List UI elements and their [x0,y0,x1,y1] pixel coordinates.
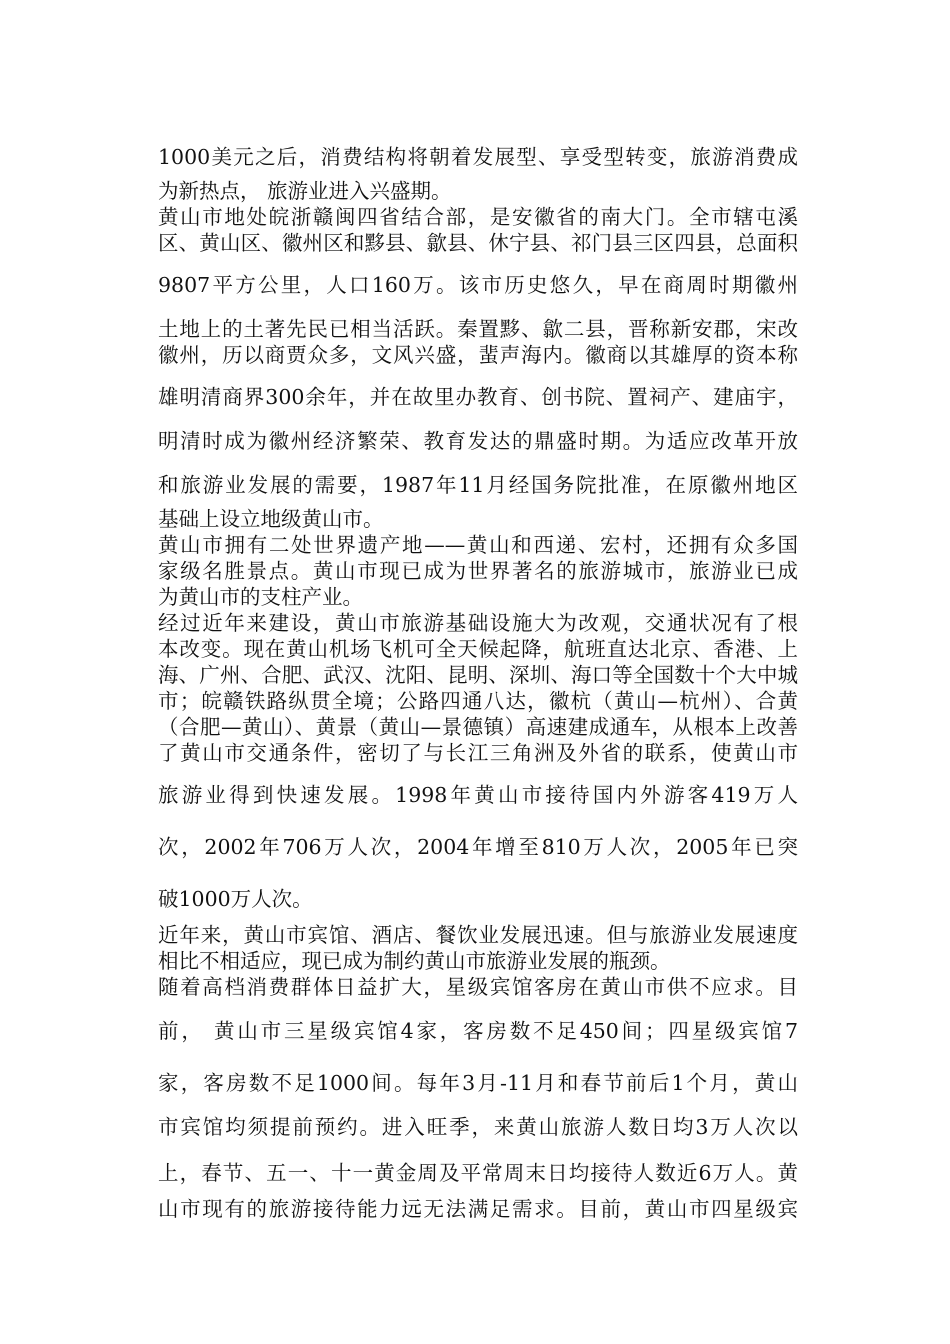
text-line: 区、黄山区、徽州区和黟县、歙县、休宁县、祁门县三区四县，总面积 [158,231,798,255]
text-line: 本改变。现在黄山机场飞机可全天候起降，航班直达北京、香港、上 [158,637,798,661]
text-line: 近年来，黄山市宾馆、酒店、餐饮业发展迅速。但与旅游业发展速度 [158,923,798,947]
text-line: 1000美元之后，消费结构将朝着发展型、享受型转变，旅游消费成 [158,145,798,169]
text-line: 市；皖赣铁路纵贯全境；公路四通八达，徽杭（黄山—杭州）、合黄 [158,689,798,713]
text-line: 山市现有的旅游接待能力远无法满足需求。目前，黄山市四星级宾 [158,1197,798,1221]
text-line: 次，2002年706万人次，2004年增至810万人次，2005年已突 [158,835,798,859]
text-line: 为新热点， 旅游业进入兴盛期。 [158,179,452,203]
text-line: 家级名胜景点。黄山市现已成为世界著名的旅游城市，旅游业已成 [158,559,798,583]
text-line: 明清时成为徽州经济繁荣、教育发达的鼎盛时期。为适应改革开放 [158,429,798,453]
text-line: 了黄山市交通条件，密切了与长江三角洲及外省的联系，使黄山市 [158,741,798,765]
text-line: 破1000万人次。 [158,887,313,911]
text-line: 旅游业得到快速发展。1998年黄山市接待国内外游客419万人 [158,783,798,807]
text-line: 土地上的土著先民已相当活跃。秦置黟、歙二县，晋称新安郡，宋改 [158,317,798,341]
text-line: 海、广州、合肥、武汉、沈阳、昆明、深圳、海口等全国数十个大中城 [158,663,798,687]
text-line: 上，春节、五一、十一黄金周及平常周末日均接待人数近6万人。黄 [158,1161,798,1185]
text-line: 雄明清商界300余年，并在故里办教育、创书院、置祠产、建庙宇， [158,385,798,409]
text-line: 随着高档消费群体日益扩大，星级宾馆客房在黄山市供不应求。目 [158,975,798,999]
text-line: 徽州，历以商贾众多，文风兴盛，蜚声海内。徽商以其雄厚的资本称 [158,343,798,367]
text-line: 基础上设立地级黄山市。 [158,507,384,531]
text-line: 和旅游业发展的需要，1987年11月经国务院批准，在原徽州地区 [158,473,798,497]
text-line: 家，客房数不足1000间。每年3月-11月和春节前后1个月，黄山 [158,1071,798,1095]
text-line: （合肥—黄山）、黄景（黄山—景德镇）高速建成通车，从根本上改善 [158,715,798,739]
text-line: 为黄山市的支柱产业。 [158,585,363,609]
text-line: 市宾馆均须提前预约。进入旺季，来黄山旅游人数日均3万人次以 [158,1115,798,1139]
text-line: 经过近年来建设，黄山市旅游基础设施大为改观，交通状况有了根 [158,611,798,635]
text-line: 9807平方公里，人口160万。该市历史悠久，早在商周时期徽州 [158,273,798,297]
text-line: 黄山市拥有二处世界遗产地——黄山和西递、宏村，还拥有众多国 [158,533,798,557]
text-line: 相比不相适应，现已成为制约黄山市旅游业发展的瓶颈。 [158,949,671,973]
text-line: 黄山市地处皖浙赣闽四省结合部，是安徽省的南大门。全市辖屯溪 [158,205,798,229]
text-line: 前， 黄山市三星级宾馆4家，客房数不足450间；四星级宾馆7 [158,1019,798,1043]
